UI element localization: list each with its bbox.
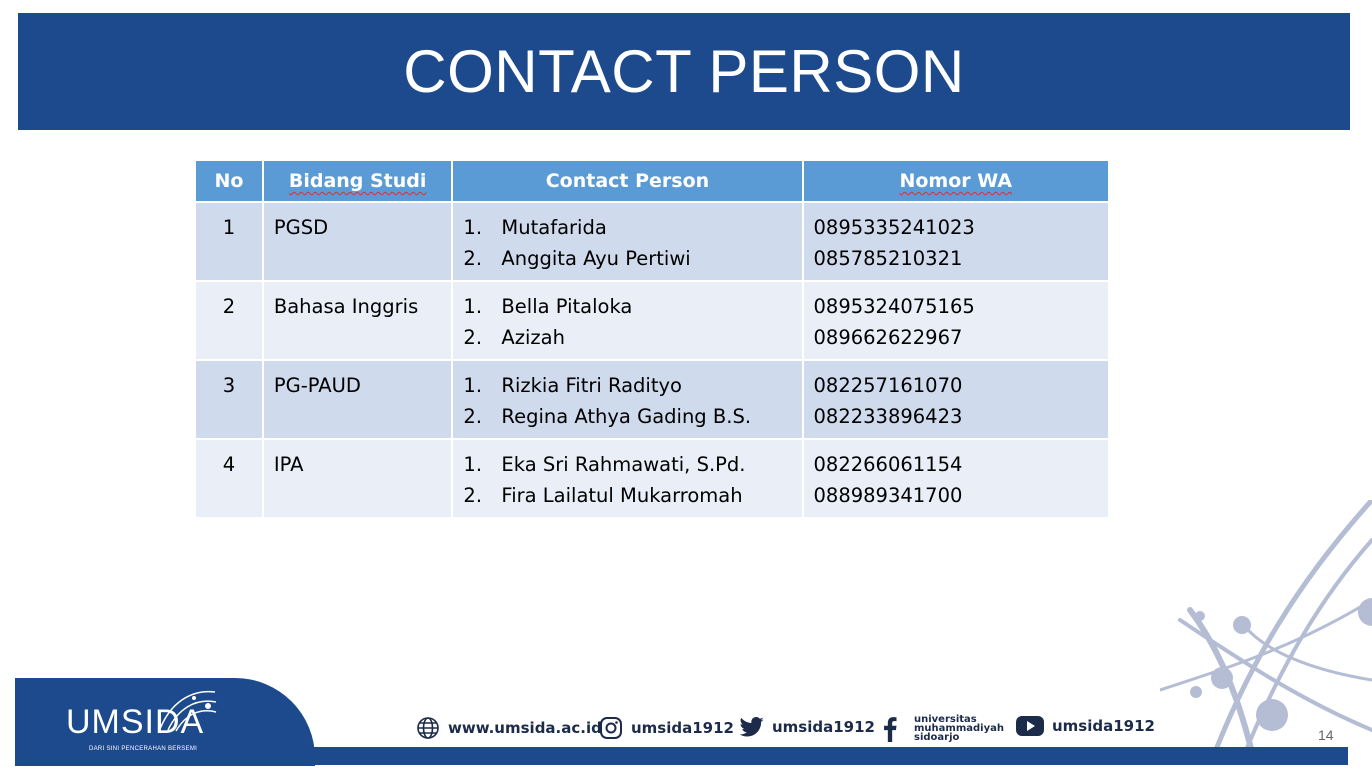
globe-icon [416, 716, 440, 740]
wa-number: 082233896423 [813, 405, 963, 428]
logo-tagline: DARI SINI PENCERAHAN BERSEMI [89, 746, 198, 752]
contact-name: Eka Sri Rahmawati, S.Pd. [501, 453, 746, 476]
cell-no: 1 [195, 202, 263, 281]
network-decoration-icon [1160, 500, 1372, 765]
contact-name: Anggita Ayu Pertiwi [501, 247, 691, 270]
list-index: 1. [463, 295, 483, 318]
facebook-line: universitas [914, 714, 977, 725]
contact-name: Rizkia Fitri Radityo [501, 374, 682, 397]
twitter-link[interactable] [740, 716, 875, 738]
table-header-row [195, 160, 1109, 202]
website-link[interactable] [416, 716, 602, 740]
table-row [195, 202, 1109, 281]
instagram-link[interactable] [599, 716, 734, 740]
list-item [463, 243, 791, 274]
cell-bidang: Bahasa Inggris [263, 281, 453, 360]
cell-contact [452, 202, 802, 281]
website-text: www.umsida.ac.id [448, 719, 602, 737]
title-banner [18, 13, 1350, 130]
youtube-icon [1016, 716, 1044, 736]
header-no: No [195, 160, 263, 202]
twitter-icon [740, 716, 764, 738]
list-item [463, 212, 791, 243]
cell-bidang: PG-PAUD [263, 360, 453, 439]
cell-nomor [803, 439, 1109, 518]
facebook-page-name [914, 715, 1004, 742]
cell-contact [452, 439, 802, 518]
wa-number: 082266061154 [813, 453, 963, 476]
cell-nomor [803, 360, 1109, 439]
youtube-link[interactable] [1016, 716, 1155, 736]
contact-name: Bella Pitaloka [501, 295, 633, 318]
list-index: 2. [463, 405, 483, 428]
contact-name: Fira Lailatul Mukarromah [501, 484, 743, 507]
instagram-handle: umsida1912 [631, 719, 734, 737]
slide-title: CONTACT PERSON [403, 38, 965, 105]
contact-name: Regina Athya Gading B.S. [501, 405, 752, 428]
list-index: 2. [463, 484, 483, 507]
umsida-logo: UMSIDA [66, 703, 205, 741]
cell-bidang: IPA [263, 439, 453, 518]
list-item [463, 370, 791, 401]
table-row [195, 439, 1109, 518]
page-number: 14 [1318, 727, 1334, 743]
header-nomor-wa [803, 160, 1109, 202]
header-bidang-label: Bidang Studi [288, 170, 427, 192]
list-index: 2. [463, 326, 483, 349]
youtube-handle: umsida1912 [1052, 717, 1155, 735]
list-index: 1. [463, 216, 483, 239]
instagram-icon [599, 716, 623, 740]
list-item [463, 401, 791, 432]
contact-table [194, 159, 1110, 519]
contact-name: Mutafarida [501, 216, 607, 239]
list-item [463, 480, 791, 511]
facebook-link[interactable] [880, 716, 900, 742]
cell-no: 2 [195, 281, 263, 360]
wa-number: 0895324075165 [813, 295, 975, 318]
facebook-line: sidoarjo [914, 732, 960, 743]
wa-number: 089662622967 [813, 326, 963, 349]
wa-number: 085785210321 [813, 247, 963, 270]
list-item [463, 449, 791, 480]
wa-number: 088989341700 [813, 484, 963, 507]
footer-bar [15, 747, 1348, 765]
table-row [195, 360, 1109, 439]
wa-number: 0895335241023 [813, 216, 975, 239]
header-contact-person: Contact Person [452, 160, 802, 202]
list-item [463, 322, 791, 353]
facebook-icon [880, 716, 900, 742]
cell-nomor [803, 281, 1109, 360]
cell-contact [452, 360, 802, 439]
list-index: 2. [463, 247, 483, 270]
twitter-handle: umsida1912 [772, 718, 875, 736]
list-index: 1. [463, 453, 483, 476]
header-bidang-studi [263, 160, 453, 202]
contact-name: Azizah [501, 326, 565, 349]
cell-no: 4 [195, 439, 263, 518]
wa-number: 082257161070 [813, 374, 963, 397]
cell-no: 3 [195, 360, 263, 439]
cell-bidang: PGSD [263, 202, 453, 281]
cell-nomor [803, 202, 1109, 281]
table-row [195, 281, 1109, 360]
list-item [463, 291, 791, 322]
facebook-line: muhammadiyah [914, 723, 1004, 734]
list-index: 1. [463, 374, 483, 397]
logo-swirl-icon [150, 684, 220, 734]
cell-contact [452, 281, 802, 360]
header-nomor-label: Nomor WA [899, 170, 1013, 192]
